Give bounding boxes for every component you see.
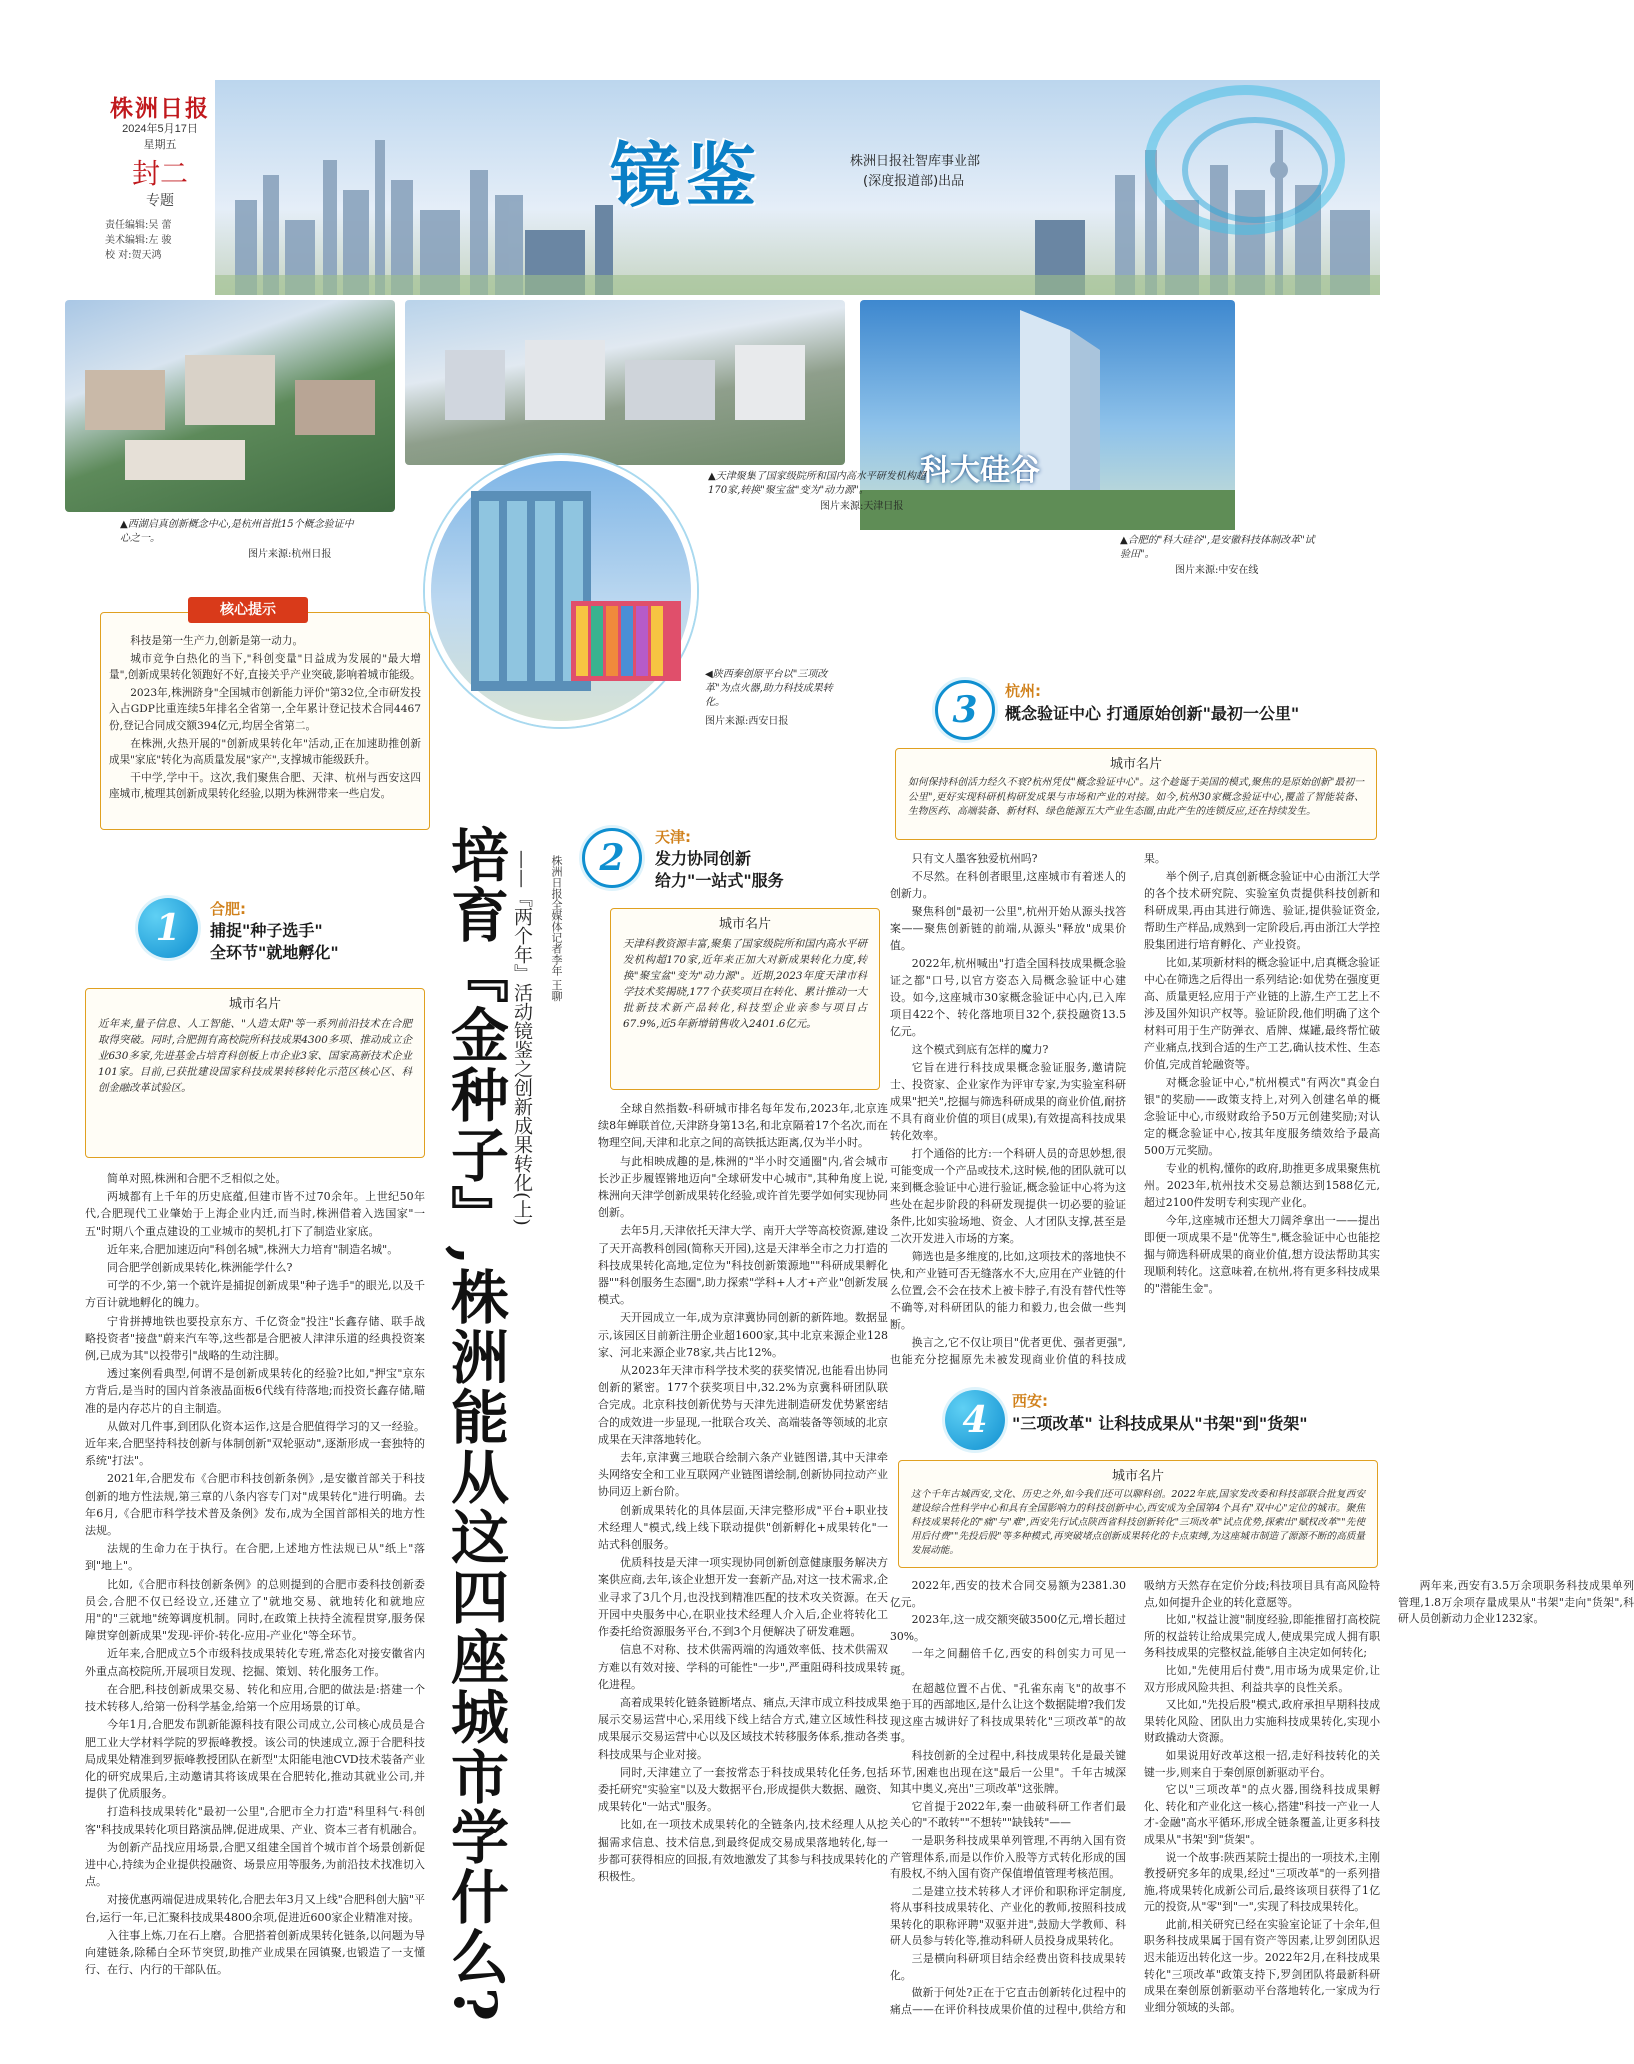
paragraph: 换言之,它不仅让项目"优者更优、强者更强",也能充分挖掘原先未被发现商业价值的科技成果。 (890, 852, 1166, 1366)
section-title-xian: "三项改革" 让科技成果从"书架"到"货架" (1012, 1414, 1308, 1433)
city-card-label: 城市名片 (228, 997, 281, 1012)
paragraph: 此前,相关研究已经在实验室论证了十余年,但职务科技成果属于国有资产等因素,让罗剑团队迟迟未能迈出转化这一步。2022年2月,在科技成果转化"三项改革"政策支持下,罗剑团队将最新科研成果在秦创原创新驱动平台落地转化,一家成为行业细分领域的头部。 (1144, 1917, 1380, 2014)
tianjin-caption-source: 图片来源:天津日报 (820, 501, 904, 512)
paragraph: 两城都有上千年的历史底蕴,但建市皆不过70余年。上世纪50年代,合肥现代工业肇始于上海企业内迁,而当时,株洲借着入选国家"一五"时期八个重点建设的工业城市的契机,打下了制造业家底。 (85, 1190, 425, 1238)
page-name: 封二 (131, 157, 188, 190)
paragraph: 入往事上炼,刀在石上磨。合肥搭着创新成果转化链条,以问题为导向建链条,除稀白全环节突贸,助推产业成果在园镇聚,也锻造了一支懂行、在行、内行的干部队伍。 (85, 1928, 425, 1977)
city-card-hefei (85, 988, 425, 1158)
city-card-label: 城市名片 (1111, 1469, 1164, 1484)
paragraph: 去年,京津冀三地联合绘制六条产业链图谱,其中天津牵头网络安全和工业互联网产业链图谱绘制,创新协同拉动产业协同迈上新台阶。 (598, 1451, 888, 1499)
paragraph: 为创新产品找应用场景,合肥又组建全国首个城市首个场景创新促进中心,持续为企业提供投融资、场景应用等服务,为前沿技术找准切入点。 (85, 1840, 425, 1889)
hangzhou-photo (65, 300, 395, 512)
paragraph: 高着成果转化链条链断堵点、痛点,天津市成立科技成果展示交易运营中心,采用线下线上结合方式,建立区域性科技成果展示交易运营中心以及区域技术转移服务体系,推动各类科技成果与企业对接。 (598, 1695, 888, 1761)
hefei-caption-source: 图片来源:中安在线 (1175, 565, 1259, 576)
paragraph: 天开园成立一年,成为京津冀协同创新的新阵地。数据显示,该园区目前新注册企业超1600家,其中北京来源企业128家、河北来源企业78家,共占比12%。 (598, 1311, 888, 1359)
paragraph: 近年来,合肥成立5个市级科技成果转化专班,常态化对接安徽省内外重点高校院所,开展项目发现、挖掘、策划、转化服务工作。 (85, 1647, 425, 1678)
hefei-body (85, 1170, 425, 2050)
paragraph: 二是建立技术转移人才评价和职称评定制度,将从事科技成果转化、产业化的教师,按照科技成果转化的职称评聘"双驱并进",鼓励大学教师、科研人员参与转化等,推动科研人员投身成果转化。 (890, 1884, 1126, 1948)
paragraph: 比如,在一项技术成果转化的全链条内,技术经理人从挖掘需求信息、技术信息,到最终促成交易成果落地转化,每一步都可获得相应的回报,有效地激发了其参与科技成果转化的积极性。 (598, 1818, 888, 1883)
core-tips-paragraph: 在株洲,火热开展的"创新成果转化年"活动,正在加速助推创新成果"家底"转化为高质量发展"家产",支撑城市能级跃升。 (109, 737, 421, 767)
section-number-hangzhou: 3 (935, 680, 995, 740)
publisher-line2: (深度报道部)出品 (863, 174, 965, 189)
paragraph: 这个模式到底有怎样的魔力? (911, 1043, 1049, 1056)
core-tips-paragraph: 科技是第一生产力,创新是第一动力。 (130, 635, 304, 647)
city-card-text: 近年来,量子信息、人工智能、"人造太阳"等一系列前沿技术在合肥取得突破。同时,合肥拥有高校院所科技成果4300多项、推动成立企业630多家,先进基金占培育科创板上市企业3家、国家高新技术企业101家。目前,已获批建设国家科技成果转移转化示范区核心区、科创金融改革试验区。 (98, 1018, 412, 1094)
paragraph: 它旨在进行科技成果概念验证服务,邀请院士、投资家、企业家作为评审专家,为实验室科研成果"把关",挖掘与筛选科研成果的商业价值,耐挤不具有商业价值的项目(成果),有效提高科技成果转化效率。 (890, 1061, 1126, 1142)
xian-photo (425, 455, 697, 727)
city-card-text: 这个千年古城西安,文化、历史之外,如今我们还可以聊科创。2022年底,国家发改委和科技部联合批复西安建设综合性科学中心和具有全国影响力的科技创新中心,西安成为全国第4个具有"双中心"定位的城市。聚焦科技成果转化的"痛"与"难",西安先行试点陕西省科技创新转化"三项改革"试点优势,探索出"赋权改革""先使用后付费""先投后股"等多种模式,再突破堵点创新成果转化的卡点束缚,为这座城市制造了源源不断的高质量发展动能。 (911, 1489, 1365, 1556)
paragraph: 一是职务科技成果单列管理,不再纳入国有资产管理体系,而是以作价入股等方式转化形成的国有股权,不纳入国有资产保值增值管理考核范围。 (890, 1833, 1126, 1881)
city-card-text: 如何保持科创活力经久不衰?杭州凭仗"概念验证中心"。这个趁诞于美国的模式,聚焦的是原始创新"最初一公里",更好实现科研机构研发成果与市场和产业的对接。如今,杭州30家概念验证中心,覆盖了智能装备、生物医药、高端装备、新材料、绿色能源五大产业生态圈,由此产生的连锁反应,还在持续发生。 (908, 777, 1364, 817)
paragraph: 对概念验证中心,"杭州模式"有两次"真金白银"的奖励——政策支持上,对列入创建名单的概念验证中心,市级财政给予50万元创建奖励;对认定的概念验证中心,按其年度服务绩效给予最高500万元奖励。 (1144, 1076, 1380, 1157)
paragraph: 打造科技成果转化"最初一公里",合肥市全力打造"科里科气·科创客"科技成果转化项目路演品牌,促进成果、产业、资本三者有机融合。 (85, 1805, 425, 1836)
byline: 株洲日报全媒体记者李年 王聊 (550, 855, 563, 1002)
paragraph: 聚焦科创"最初一公里",杭州开始从源头找答案——聚焦创新链的前端,从源头"释放"成果价值。 (890, 905, 1126, 952)
section-title-hangzhou: 概念验证中心 打通原始创新"最初一公里" (1005, 704, 1300, 723)
paragraph: 2022年,杭州喊出"打造全国科技成果概念验证之都"口号,以官方姿态入局概念验证中心建设。如今,这座城市30家概念验证中心内,已入库项目422个、转化落地项目32个,获投融资13.5亿元。 (890, 957, 1126, 1038)
issue-weekday: 星期五 (143, 139, 177, 151)
section-city-hangzhou: 杭州: (1005, 682, 1041, 700)
hangzhou-caption: ▲西湖启真创新概念中心,是杭州首批15个概念验证中心之一。 (120, 519, 354, 544)
building-icon (431, 461, 703, 733)
paragraph: 同时,天津建立了一套按常态于科技成果转化任务,包括委托研究"实验室"以及大数据平台,形成提供大数据、融资、成果转化"一站式"服务。 (598, 1765, 888, 1814)
paragraph: 科技创新的全过程中,科技成果转化是最关键环节,困难也出现在这"最后一公里"。千年古城深知其中奥义,亮出"三项改革"这张牌。 (890, 1748, 1126, 1796)
hangzhou-body (890, 850, 1380, 1380)
paragraph: 比如,"权益让渡"制度经验,即能推留打高校院所的权益转让给成果完成人,使成果完成人拥有职务科技成果的完整权益,能够自主决定如何转化; (1144, 1613, 1380, 1660)
section-number-tianjin: 2 (582, 828, 642, 888)
paragraph: 全球自然指数-科研城市排名每年发布,2023年,北京连续8年蝉联首位,天津跻身第13名,和北京隔着17个名次,而在物理空间,天津和北京之间的高铁抵达距离,仅为半小时。 (598, 1102, 888, 1150)
campus-icon (65, 300, 395, 512)
paragraph: 在超越位置不占优、"孔雀东南飞"的故事不绝于耳的西部地区,是什么让这个数据陡增?我们发现这座古城讲好了科技成果转化"三项改革"的故事。 (890, 1681, 1126, 1745)
issue-date: 2024年5月17日 (122, 123, 198, 135)
section-name: 专题 (146, 193, 174, 209)
section-city-tianjin: 天津: (655, 828, 691, 846)
paragraph: 两年来,西安有3.5万余项职务科技成果单列管理,1.8万余项存量成果从"书架"走向"货架",科研人员创新动力企业1232家。 (1398, 1579, 1634, 1626)
skyline-icon (215, 80, 1380, 295)
tianjin-body (598, 1100, 888, 2050)
paragraph: 只有文人墨客独爱杭州吗? (911, 852, 1038, 865)
paragraph: 如果说用好改革这根一招,走好科技转化的关键一步,则来自于秦创原创新驱动平台。 (1144, 1748, 1380, 1779)
xian-body (890, 1578, 1634, 2048)
core-tips-label: 核心提示 (188, 597, 308, 623)
paragraph: 简单对照,株洲和合肥不乏相似之处。 (107, 1172, 287, 1185)
paragraph: 在合肥,科技创新成果交易、转化和应用,合肥的做法是:搭建一个技术转移人,给第一份科学基金,给第一个应用场景的订单。 (85, 1682, 425, 1714)
paragraph: 又比如,"先投后股"模式,政府承担早期科技成果转化风险、团队出力实施科技成果转化,实现小财政撬动大资源。 (1144, 1698, 1380, 1745)
main-headline: 培育『金种子』,株洲能从这四座城市学什么? (441, 825, 509, 2024)
paragraph: 今年1月,合肥发布凯新能源科技有限公司成立,公司核心成员是合肥工业大学材料学院的罗振峰教授。该公司的快速成立,源于合肥科技局成果处精准到罗振峰教授团队在新型"太阳能电池CVD技术装备产业化的研究成果后,主动邀请其将该成果在合肥转化,推动其就业公司,并提供了优质服务。 (85, 1718, 425, 1801)
section-city-hefei: 合肥: (210, 900, 246, 918)
paragraph: 打个通俗的比方:一个科研人员的奇思妙想,很可能变成一个产品或技术,这时候,他的团队就可以来到概念验证中心进行验证,概念验证中心将为这些处在起步阶段的科研发现提供一切必要的验证条件,比如实验场地、资金、人才团队支撑,甚至是二次开发进入市场的方案。 (890, 1147, 1126, 1245)
publisher-line1: 株洲日报社智库事业部 (850, 154, 981, 169)
paragraph: 法规的生命力在于执行。在合肥,上述地方性法规已从"纸上"落到"地上"。 (85, 1542, 425, 1573)
paper-logo: 株洲日报 (110, 95, 210, 122)
city-card-label: 城市名片 (718, 917, 771, 932)
section-title-hefei-line1: 捕捉"种子选手" (210, 921, 323, 940)
paragraph: 说一个故事:陕西某院士提出的一项技术,主刚教授研究多年的成果,经过"三项改革"的一系列措施,将成果转化成新公司后,最终该项目获得了1亿元的投资,从"零"到"一",实现了科技成果转化。 (1144, 1850, 1380, 1914)
editor-credit: 责任编辑:吴 蕾 (105, 220, 172, 231)
core-tips-box (100, 612, 430, 830)
paragraph: 举个例子,启真创新概念验证中心由浙江大学的各个技术研究院、实验室负责提供科技创新和科研成果,再由其进行筛选、验证,提供验证资金,帮助生产样品,成熟到一定阶段后,再由浙江大学控股集团进行培育孵化、产业投资。 (1144, 870, 1380, 951)
paragraph: 它首提于2022年,秦一曲破科研工作者们最关心的"不敢转""不想转""缺钱转"—— (890, 1799, 1126, 1830)
section-city-xian: 西安: (1012, 1392, 1048, 1410)
paragraph: 一年之间翻倍千亿,西安的科创实力可见一斑。 (890, 1647, 1126, 1677)
city-card-hangzhou (895, 748, 1377, 840)
paragraph: 2023年,这一成交额突破3500亿元,增长超过30%。 (890, 1613, 1126, 1643)
paragraph: 比如,《合肥市科技创新条例》的总则提到的合肥市委科技创新委员会,合肥不仅已经设立,还建立了"就地交易、就地转化和就地应用"的"三就地"统筹调度机制。同时,在政策上扶持全流程贯穿,服务保障贯穿创新成果"发现-评价-转化-应用-产业化"等全环节。 (85, 1577, 425, 1643)
paragraph: 它以"三项改革"的点火器,围绕科技成果孵化、转化和产业化这一核心,搭建"科技一产业一人才-金融"高水平循环,形成全链条覆盖,让更多科技成果从"书架"到"货架"。 (1144, 1783, 1380, 1846)
paragraph: 信息不对称、技术供需两端的沟通效率低、技术供需双方难以有效对接、学科的可能性"一步",严重阻碍科技成果转化进程。 (598, 1643, 888, 1691)
paragraph: 2021年,合肥发布《合肥市科技创新条例》,是安徽首部关于科技创新的地方性法规,第三章的八条内容专门对"成果转化"进行明确。去年6月,《合肥市科学技术普及条例》发布,成为全国首部相关的地方性法规。 (85, 1472, 425, 1538)
paragraph: 比如,"先使用后付费",用市场为成果定价,让双方形成风险共担、利益共享的良性关系。 (1144, 1663, 1380, 1694)
paragraph: 透过案例看典型,何谓不是创新成果转化的经验?比如,"押宝"京东方背后,是当时的国内首条液晶面板6代线有待落地;而投资长鑫存储,瞄准的是内存芯片的自主制造。 (85, 1367, 425, 1415)
paragraph: 做新于何处?正在于它直击创新转化过程中的痛点——在评价科技成果价值的过程中,供给方和吸纳方天然存在定价分歧;科技项目具有高风险特点,如何提升企业的转化意愿等。 (890, 1579, 1380, 2016)
paragraph: 比如,某项新材料的概念验证中,启真概念验证中心在筛选之后得出一系列结论:如优势在强度更高、质量更轻,应用于产业链的上游,生产工艺上不涉及国外知识产权等。验证阶段,他们明确了这个材料可用于生产防弹衣、盾牌、煤罐,最终帮忙破产业痛点,找到合适的生产工艺,确认技术性、生态价值,完成首轮融资等。 (1144, 956, 1380, 1071)
paragraph: 不尽然。在科创者眼里,这座城市有着迷人的创新力。 (890, 870, 1126, 900)
skyline-banner (215, 80, 1380, 295)
paragraph: 专业的机构,懂你的政府,助推更多成果聚焦杭州。2023年,杭州技术交易总额达到1588亿元,超过2100件发明专利实现产业化。 (1144, 1162, 1380, 1209)
paragraph: 优质科技是天津一项实现协同创新创意健康服务解决方案供应商,去年,该企业想开发一套新产品,对这一技术需求,企业寻求了3几个月,也没找到精准匹配的技术攻关资源。在天开园中央服务中心,在职业技术经理人介入后,企业将转化工作委托给资源服务平台,不到3个月便解决了研发难题。 (598, 1556, 888, 1639)
paragraph: 宁肯拼搏地铁也要投京东方、千亿资金"投注"长鑫存储、联手战略投资者"接盘"蔚来汽车等,这些都是合肥被人津津乐道的经典投资案例,已成为其"以投带引"战略的生动注脚。 (85, 1314, 425, 1363)
sub-headline: ——『两个年』活动镜鉴之创新成果转化(上) (511, 850, 533, 1226)
paragraph: 筛选也是多维度的,比如,这项技术的落地快不快,和产业链可否无缝落水不大,应用在产业链的什么位置,会不会在技术上被卡脖子,有没有替代性等不确等,对科研团队的能力和毅力,也会做一些判断。 (890, 1250, 1126, 1331)
paragraph: 同合肥学创新成果转化,株洲能学什么? (107, 1261, 293, 1275)
hefei-sign-text: 科大硅谷 (920, 453, 1040, 488)
section-title-tianjin-line2: 给力"一站式"服务 (655, 871, 784, 890)
section-number-hefei: 1 (138, 898, 198, 958)
core-tips-paragraph: 干中学,学中干。这次,我们聚焦合肥、天津、杭州与西安这四座城市,梳理其创新成果转化经验,以期为株洲带来一些启发。 (109, 771, 421, 801)
core-tips-paragraph: 2023年,株洲跻身"全国城市创新能力评价"第32位,全市研发投入占GDP比重连续5年排名全省第一,全年累计登记技术合同4467份,登记合同成交额394亿元,均居全省第二。 (109, 686, 421, 732)
paragraph: 2022年,西安的技术合同交易额为2381.30亿元。 (890, 1579, 1126, 1609)
section-number-xian: 4 (945, 1390, 1005, 1450)
paragraph: 今年,这座城市还想大刀阔斧拿出一——提出即便一项成果不是"优等生",概念验证中心也能挖掘与筛选科研成果的商业价值,想方设法帮助其实现顺利转化。这意味着,在杭州,将有更多科技成果的"潜能生金"。 (1144, 1214, 1380, 1295)
xian-caption-source: 图片来源:西安日报 (705, 716, 789, 727)
city-card-label: 城市名片 (1109, 757, 1162, 772)
art-editor-credit: 美术编辑:左 骏 (105, 235, 172, 246)
city-card-xian (898, 1460, 1378, 1568)
paragraph: 从2023年天津市科学技术奖的获奖情况,也能看出协同创新的紧密。177个获奖项目中,32.2%为京冀科研团队联合完成。北京科技创新优势与天津先进制造研发优势紧密结合的成效进一步显现,一批联合攻关、高端装备等领域的北京成果在天津落地转化。 (598, 1364, 888, 1446)
hangzhou-caption-source: 图片来源:杭州日报 (248, 549, 332, 560)
paragraph: 三是横向科研项目结余经费出资科技成果转化。 (890, 1952, 1126, 1982)
city-card-tianjin (610, 908, 880, 1090)
paragraph: 从做对几件事,到团队化资本运作,这是合肥值得学习的又一经验。近年来,合肥坚持科技创新与体制创新"双轮驱动",逐渐形成一套独特的系统"打法"。 (85, 1419, 425, 1468)
proofreader-credit: 校 对:贺天鸿 (105, 250, 162, 261)
tianjin-photo (405, 300, 845, 465)
park-icon (405, 300, 845, 465)
paragraph: 对接优惠两端促进成果转化,合肥去年3月又上线"合肥科创大脑"平台,运行一年,已汇聚科技成果4800余项,促进近600家企业精准对接。 (85, 1893, 425, 1924)
feature-title: 镜鉴 (610, 135, 762, 217)
section-title-tianjin-line1: 发力协同创新 (655, 849, 752, 868)
city-card-text: 天津科教资源丰富,聚集了国家级院所和国内高水平研发机构超170家,近年来正加大对新成果转化力度,转换"聚宝盆"变为"动力源"。近期,2023年度天津市科学技术奖揭晓,177个获奖项目在转化、累计推动一大批新技术新产品转化,科技型企业亲参与项目占67.9%,近5年新增销售收入2401.6亿元。 (623, 938, 867, 1030)
section-title-hefei-line2: 全环节"就地孵化" (210, 943, 339, 962)
paragraph: 去年5月,天津依托天津大学、南开大学等高校资源,建设了天开高教科创园(简称天开园),这是天津举全市之力打造的科技成果转化高地,定位为"科技创新策源地""科研成果孵化器""科创服务生态圈",助力探索"学科+人才+产业"创新发展模式。 (598, 1224, 888, 1307)
xian-caption: ◀陕西秦创原平台以"三项改革"为点火器,助力科技成果转化。 (705, 669, 833, 708)
paragraph: 创新成果转化的具体层面,天津完整形成"平台+职业技术经理人"模式,线上线下联动提供"创新孵化+成果转化"一站式科创服务。 (598, 1503, 888, 1552)
tianjin-caption: ▲天津聚集了国家级院所和国内高水平研发机构超170家,转换"聚宝盆"变为"动力源"。 (708, 471, 926, 496)
paragraph: 近年来,合肥加速迈向"科创名城",株洲大力培育"制造名城"。 (107, 1242, 399, 1256)
core-tips-paragraph: 城市竞争白热化的当下,"科创变量"日益成为发展的"最大增量",创新成果转化领跑好不好,直接关乎产业突破,影响着城市能级。 (109, 652, 421, 682)
paragraph: 与此相映成趣的是,株洲的"半小时交通圈"内,省会城市长沙正步履铿锵地迈向"全球研发中心城市",其种角度上说,株洲向天津学创新成果转化经验,或许首先要学如何实现协同创新。 (598, 1154, 888, 1220)
paragraph: 可学的不少,第一个就许是捕捉创新成果"种子选手"的眼光,以及千方百计就地孵化的魄力。 (85, 1279, 425, 1310)
hefei-caption: ▲合肥的"科大硅谷",是安徽科技体制改革"试验田"。 (1120, 535, 1315, 560)
